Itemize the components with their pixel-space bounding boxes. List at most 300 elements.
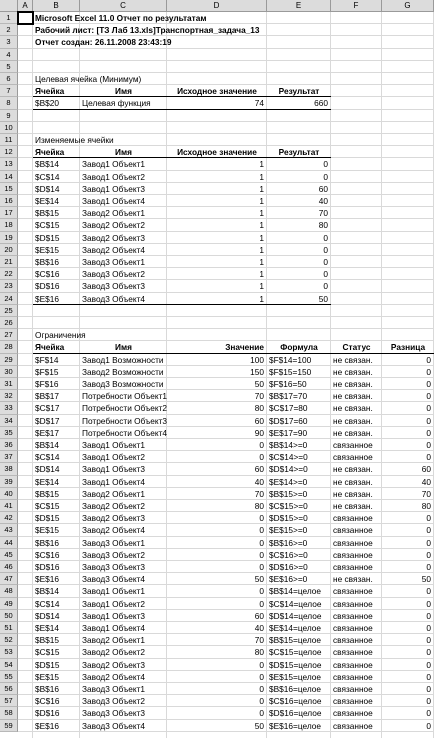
constraint-slack: 0 <box>426 525 431 536</box>
constraint-slack: 0 <box>426 623 431 633</box>
row-header[interactable]: 29 <box>0 354 18 366</box>
constraint-formula: $D$16=целое <box>269 708 322 719</box>
row-header[interactable]: 33 <box>0 402 18 414</box>
column-title: Ячейка <box>35 342 65 353</box>
constraint-value: 70 <box>254 488 264 499</box>
initial-value: 1 <box>259 281 264 292</box>
row-header[interactable]: 10 <box>0 122 18 134</box>
constraint-slack: 0 <box>426 452 431 463</box>
cell-name: Целевая функция <box>82 98 151 109</box>
row-header[interactable]: 48 <box>0 585 18 597</box>
cell-name: Завод1 Объект3 <box>82 610 146 621</box>
cell-reference: $C$15 <box>35 501 60 511</box>
constraint-status: не связан. <box>333 415 373 426</box>
row-header[interactable]: 45 <box>0 549 18 561</box>
cell-name: Завод2 Объект2 <box>82 501 146 511</box>
cell-reference: $B$17 <box>35 391 59 402</box>
constraint-slack: 0 <box>426 635 431 646</box>
column-title: Исходное значение <box>177 147 257 158</box>
cell-reference: $E$14 <box>35 623 59 633</box>
initial-value: 1 <box>259 171 264 182</box>
constraint-slack: 0 <box>426 586 431 597</box>
row-header[interactable]: 41 <box>0 500 18 512</box>
cell-name: Потребности Объект1 <box>82 391 168 402</box>
row-header[interactable]: 39 <box>0 476 18 488</box>
row-header[interactable]: 17 <box>0 207 18 219</box>
constraint-value: 0 <box>259 537 264 548</box>
row-header[interactable]: 7 <box>0 85 18 97</box>
constraint-value: 80 <box>254 403 264 414</box>
constraint-value: 0 <box>259 452 264 463</box>
cell-reference: $E$15 <box>35 671 59 682</box>
cell-reference: $E$15 <box>35 525 59 536</box>
row-header[interactable]: 57 <box>0 695 18 707</box>
row-header[interactable]: 34 <box>0 415 18 427</box>
result-value: 80 <box>318 220 328 231</box>
constraint-formula: $B$15>=0 <box>269 488 308 499</box>
cell-reference: $B$14 <box>35 586 59 597</box>
row-header[interactable]: 30 <box>0 366 18 378</box>
cell-reference: $B$20 <box>35 98 59 109</box>
cell-name: Завод3 Объект3 <box>82 708 146 719</box>
constraint-value: 90 <box>254 427 264 438</box>
column-title: Результат <box>278 86 320 97</box>
constraint-slack: 0 <box>426 708 431 719</box>
constraint-formula: $C$15=целое <box>269 647 322 658</box>
row-header[interactable]: 53 <box>0 646 18 658</box>
constraint-slack: 0 <box>426 537 431 548</box>
cell-name: Завод2 Объект4 <box>82 671 146 682</box>
header-underline <box>33 109 331 110</box>
constraint-status: связанное <box>333 513 373 524</box>
cell-reference: $D$15 <box>35 232 60 243</box>
row-header[interactable]: 12 <box>0 146 18 158</box>
row-header[interactable]: 46 <box>0 561 18 573</box>
row-header[interactable]: 21 <box>0 256 18 268</box>
cell-reference: $C$14 <box>35 171 60 182</box>
result-value: 70 <box>318 208 328 219</box>
row-header[interactable]: 15 <box>0 183 18 195</box>
constraint-slack: 0 <box>426 659 431 670</box>
grid-row-line <box>18 316 434 317</box>
cell-reference: $F$16 <box>35 379 59 389</box>
initial-value: 1 <box>259 196 264 206</box>
cell-name: Завод3 Объект4 <box>82 720 146 731</box>
row-header[interactable]: 58 <box>0 707 18 719</box>
cell-name: Завод3 Объект2 <box>82 696 146 707</box>
constraint-slack: 0 <box>426 379 431 389</box>
constraint-formula: $E$15=целое <box>269 671 321 682</box>
constraint-value: 40 <box>254 623 264 633</box>
cell-name: Завод3 Объект1 <box>82 257 146 267</box>
constraint-slack: 0 <box>426 671 431 682</box>
select-all-corner[interactable] <box>0 0 18 12</box>
header-underline <box>33 157 331 158</box>
cell-reference: $E$14 <box>35 476 59 487</box>
row-header[interactable]: 8 <box>0 97 18 109</box>
row-header[interactable]: 11 <box>0 134 18 146</box>
constraint-value: 0 <box>259 671 264 682</box>
cell-reference: $D$16 <box>35 562 60 572</box>
column-title: Имя <box>115 342 132 353</box>
constraint-status: не связан. <box>333 574 373 585</box>
constraint-formula: $B$16=целое <box>269 684 321 694</box>
constraint-slack: 0 <box>426 513 431 524</box>
cell-reference: $B$16 <box>35 537 59 548</box>
cell-reference: $D$15 <box>35 659 60 670</box>
cell-name: Завод1 Объект3 <box>82 464 146 475</box>
row-header[interactable]: 59 <box>0 720 18 732</box>
column-header-a[interactable]: A <box>18 0 33 12</box>
cell-name: Завод2 Объект2 <box>82 220 146 231</box>
cell-name: Завод2 Объект1 <box>82 208 146 219</box>
constraint-slack: 0 <box>426 354 431 365</box>
column-title: Значение <box>225 342 264 353</box>
constraint-formula: $C$17=80 <box>269 403 308 414</box>
row-header[interactable]: 23 <box>0 280 18 292</box>
row-header[interactable]: 4 <box>0 49 18 61</box>
initial-value: 1 <box>259 183 264 194</box>
constraint-status: связанное <box>333 525 373 536</box>
section-label-constraints: Ограничения <box>35 330 86 341</box>
cell-name: Завод2 Объект2 <box>82 647 146 658</box>
constraint-slack: 0 <box>426 391 431 402</box>
report-created: Отчет создан: 26.11.2008 23:43:19 <box>35 37 172 48</box>
cell-name: Завод1 Объект4 <box>82 623 146 633</box>
row-header[interactable]: 42 <box>0 512 18 524</box>
cell-reference: $E$17 <box>35 427 59 438</box>
constraint-formula: $D$14=целое <box>269 610 322 621</box>
cell-name: Завод1 Объект1 <box>82 440 146 450</box>
constraint-formula: $D$17=60 <box>269 415 308 426</box>
constraint-value: 80 <box>254 501 264 511</box>
constraint-status: связанное <box>333 647 373 658</box>
constraint-value: 0 <box>259 659 264 670</box>
column-header-g[interactable]: G <box>382 0 434 12</box>
cell-reference: $B$15 <box>35 635 59 646</box>
constraint-value: 50 <box>254 720 264 731</box>
constraint-slack: 80 <box>421 501 431 511</box>
header-underline <box>33 96 331 97</box>
constraint-formula: $E$16=целое <box>269 720 321 731</box>
cell-reference: $E$16 <box>35 574 59 585</box>
constraint-value: 100 <box>250 354 264 365</box>
result-value: 0 <box>323 281 328 292</box>
constraint-formula: $F$16=50 <box>269 379 307 389</box>
constraint-status: связанное <box>333 696 373 707</box>
cell-name: Потребности Объект4 <box>82 427 168 438</box>
constraint-formula: $E$14=целое <box>269 623 321 633</box>
cell-name: Завод1 Возможности <box>82 354 164 365</box>
cell-reference: $D$14 <box>35 183 60 194</box>
constraint-status: связанное <box>333 440 373 450</box>
cell-name: Завод1 Объект4 <box>82 476 146 487</box>
cell-name: Потребности Объект2 <box>82 403 168 414</box>
cell-name: Завод1 Объект2 <box>82 171 146 182</box>
constraint-status: связанное <box>333 610 373 621</box>
constraint-status: не связан. <box>333 427 373 438</box>
constraint-formula: $C$16=целое <box>269 696 322 707</box>
cell-reference: $C$17 <box>35 403 60 414</box>
constraint-value: 60 <box>254 464 264 475</box>
constraint-status: связанное <box>333 671 373 682</box>
column-header-e[interactable]: E <box>267 0 331 12</box>
section-label-target: Целевая ячейка (Минимум) <box>35 74 142 84</box>
constraint-status: связанное <box>333 623 373 633</box>
row-header[interactable]: 27 <box>0 329 18 341</box>
cell-name: Завод2 Объект1 <box>82 488 146 499</box>
cell-reference: $D$17 <box>35 415 60 426</box>
constraint-status: связанное <box>333 598 373 609</box>
constraint-slack: 0 <box>426 415 431 426</box>
row-header[interactable]: 1 <box>0 12 18 24</box>
constraint-status: не связан. <box>333 354 373 365</box>
cell-name: Завод3 Объект3 <box>82 281 146 292</box>
cell-reference: $B$16 <box>35 684 59 694</box>
initial-value: 1 <box>259 220 264 231</box>
cell-reference: $D$14 <box>35 464 60 475</box>
row-header[interactable]: 47 <box>0 573 18 585</box>
row-header[interactable]: 18 <box>0 219 18 231</box>
cell-name: Завод1 Объект1 <box>82 586 146 597</box>
result-value: 660 <box>314 98 328 109</box>
cell-reference: $E$16 <box>35 720 59 731</box>
cell-name: Завод3 Возможности <box>82 379 164 389</box>
cell-reference: $E$14 <box>35 196 59 206</box>
cell-reference: $C$14 <box>35 452 60 463</box>
constraint-status: не связан. <box>333 501 373 511</box>
cell-name: Завод2 Объект1 <box>82 635 146 646</box>
row-header[interactable]: 50 <box>0 610 18 622</box>
row-header[interactable]: 24 <box>0 293 18 305</box>
column-title: Имя <box>115 86 132 97</box>
initial-value: 1 <box>259 244 264 255</box>
constraint-status: связанное <box>333 659 373 670</box>
constraint-value: 0 <box>259 696 264 707</box>
constraint-status: связанное <box>333 549 373 560</box>
row-header[interactable]: 38 <box>0 463 18 475</box>
constraint-slack: 0 <box>426 549 431 560</box>
cell-reference: $C$15 <box>35 647 60 658</box>
result-value: 0 <box>323 171 328 182</box>
row-header[interactable]: 26 <box>0 317 18 329</box>
constraint-value: 60 <box>254 610 264 621</box>
constraint-formula: $B$14>=0 <box>269 440 308 450</box>
cell-name: Завод3 Объект4 <box>82 574 146 585</box>
constraint-slack: 0 <box>426 366 431 377</box>
constraint-status: связанное <box>333 720 373 731</box>
column-header-d[interactable]: D <box>167 0 267 12</box>
cell-name: Завод1 Объект1 <box>82 159 146 170</box>
column-title: Разница <box>390 342 426 353</box>
row-header[interactable]: 19 <box>0 232 18 244</box>
row-header[interactable]: 49 <box>0 598 18 610</box>
constraint-value: 0 <box>259 684 264 694</box>
constraint-slack: 40 <box>421 476 431 487</box>
initial-value: 1 <box>259 269 264 280</box>
row-header[interactable]: 9 <box>0 110 18 122</box>
constraint-value: 0 <box>259 440 264 450</box>
constraint-value: 0 <box>259 586 264 597</box>
column-header-c[interactable]: C <box>80 0 167 12</box>
cell-reference: $B$15 <box>35 208 59 219</box>
constraint-value: 0 <box>259 525 264 536</box>
constraint-slack: 0 <box>426 647 431 658</box>
row-header[interactable]: 28 <box>0 341 18 353</box>
constraint-value: 0 <box>259 549 264 560</box>
row-header[interactable]: 44 <box>0 537 18 549</box>
initial-value: 1 <box>259 159 264 170</box>
constraint-formula: $E$15>=0 <box>269 525 308 536</box>
column-title: Результат <box>278 147 320 158</box>
constraint-slack: 0 <box>426 696 431 707</box>
row-header[interactable]: 20 <box>0 244 18 256</box>
cell-reference: $D$15 <box>35 513 60 524</box>
cell-reference: $B$16 <box>35 257 59 267</box>
constraint-formula: $B$14=целое <box>269 586 321 597</box>
column-title: Ячейка <box>35 86 65 97</box>
header-underline <box>33 304 331 305</box>
constraint-formula: $B$16>=0 <box>269 537 308 548</box>
cell-name: Завод1 Объект2 <box>82 598 146 609</box>
constraint-formula: $B$17=70 <box>269 391 308 402</box>
result-value: 50 <box>318 293 328 304</box>
row-header[interactable]: 43 <box>0 524 18 536</box>
row-header[interactable]: 6 <box>0 73 18 85</box>
constraint-formula: $E$14>=0 <box>269 476 308 487</box>
constraint-status: связанное <box>333 452 373 463</box>
result-value: 0 <box>323 269 328 280</box>
constraint-slack: 0 <box>426 440 431 450</box>
constraint-slack: 0 <box>426 720 431 731</box>
row-header[interactable]: 37 <box>0 451 18 463</box>
column-title: Исходное значение <box>177 86 257 97</box>
row-header[interactable]: 13 <box>0 158 18 170</box>
constraint-slack: 0 <box>426 598 431 609</box>
cell-reference: $E$15 <box>35 244 59 255</box>
initial-value: 1 <box>259 208 264 219</box>
row-header[interactable]: 3 <box>0 36 18 48</box>
row-header[interactable]: 40 <box>0 488 18 500</box>
column-title: Статус <box>342 342 371 353</box>
cell-name: Завод2 Объект3 <box>82 232 146 243</box>
row-header[interactable]: 36 <box>0 439 18 451</box>
grid-row-line <box>18 133 434 134</box>
cell-reference: $D$14 <box>35 610 60 621</box>
row-header[interactable]: 16 <box>0 195 18 207</box>
constraint-slack: 0 <box>426 403 431 414</box>
constraint-formula: $B$15=целое <box>269 635 321 646</box>
constraint-status: не связан. <box>333 366 373 377</box>
result-value: 0 <box>323 159 328 170</box>
column-header-f[interactable]: F <box>331 0 382 12</box>
constraint-slack: 0 <box>426 562 431 572</box>
cell-name: Завод2 Объект4 <box>82 525 146 536</box>
column-header-b[interactable]: B <box>33 0 80 12</box>
cell-reference: $E$16 <box>35 293 59 304</box>
active-cell-selection[interactable] <box>17 11 34 25</box>
cell-name: Завод1 Объект4 <box>82 196 146 206</box>
cell-name: Завод2 Объект3 <box>82 513 146 524</box>
column-title: Имя <box>115 147 132 158</box>
constraint-value: 40 <box>254 476 264 487</box>
cell-name: Завод3 Объект2 <box>82 549 146 560</box>
row-header[interactable]: 22 <box>0 268 18 280</box>
worksheet-name: Рабочий лист: [ТЗ Лаб 13.xls]Транспортная_задача_13 <box>35 25 260 36</box>
row-header[interactable]: 5 <box>0 61 18 73</box>
constraint-value: 50 <box>254 379 264 389</box>
cell-reference: $B$14 <box>35 159 59 170</box>
constraint-value: 60 <box>254 415 264 426</box>
cell-name: Завод3 Объект4 <box>82 293 146 304</box>
row-header[interactable]: 54 <box>0 659 18 671</box>
result-value: 0 <box>323 244 328 255</box>
cell-reference: $C$16 <box>35 696 60 707</box>
row-header[interactable]: 51 <box>0 622 18 634</box>
cell-reference: $F$14 <box>35 354 59 365</box>
constraint-status: связанное <box>333 708 373 719</box>
constraint-slack: 0 <box>426 610 431 621</box>
row-header[interactable]: 52 <box>0 634 18 646</box>
cell-reference: $D$16 <box>35 281 60 292</box>
initial-value: 1 <box>259 232 264 243</box>
row-header[interactable]: 35 <box>0 427 18 439</box>
row-header[interactable]: 2 <box>0 24 18 36</box>
constraint-slack: 0 <box>426 684 431 694</box>
result-value: 60 <box>318 183 328 194</box>
constraint-status: связанное <box>333 537 373 548</box>
constraint-formula: $C$15>=0 <box>269 501 308 511</box>
cell-name: Потребности Объект3 <box>82 415 168 426</box>
row-header[interactable]: 31 <box>0 378 18 390</box>
cell-reference: $C$14 <box>35 598 60 609</box>
column-title: Формула <box>280 342 318 353</box>
constraint-formula: $D$15>=0 <box>269 513 308 524</box>
constraint-status: не связан. <box>333 379 373 389</box>
constraint-status: связанное <box>333 562 373 572</box>
constraint-value: 0 <box>259 562 264 572</box>
cell-name: Завод3 Объект1 <box>82 537 146 548</box>
cell-name: Завод3 Объект3 <box>82 562 146 572</box>
row-header[interactable]: 55 <box>0 671 18 683</box>
grid-row-line <box>18 60 434 61</box>
cell-name: Завод2 Объект4 <box>82 244 146 255</box>
initial-value: 1 <box>259 293 264 304</box>
constraint-formula: $F$15=150 <box>269 366 312 377</box>
constraint-formula: $C$14=целое <box>269 598 322 609</box>
constraint-status: не связан. <box>333 476 373 487</box>
result-value: 0 <box>323 257 328 267</box>
constraint-value: 0 <box>259 708 264 719</box>
row-header[interactable]: 14 <box>0 171 18 183</box>
constraint-formula: $F$14=100 <box>269 354 312 365</box>
constraint-value: 50 <box>254 574 264 585</box>
constraint-status: не связан. <box>333 464 373 475</box>
constraint-status: связанное <box>333 586 373 597</box>
row-header[interactable]: 32 <box>0 390 18 402</box>
constraint-formula: $C$16>=0 <box>269 549 308 560</box>
section-label-changing: Изменяемые ячейки <box>35 135 114 145</box>
cell-reference: $C$15 <box>35 220 60 231</box>
constraint-formula: $D$16>=0 <box>269 562 308 572</box>
cell-reference: $C$16 <box>35 269 60 280</box>
constraint-value: 0 <box>259 598 264 609</box>
cell-name: Завод1 Объект3 <box>82 183 146 194</box>
row-header[interactable]: 25 <box>0 305 18 317</box>
row-header[interactable]: 56 <box>0 683 18 695</box>
report-title: Microsoft Excel 11.0 Отчет по результатам <box>35 13 207 23</box>
constraint-slack: 50 <box>421 574 431 585</box>
